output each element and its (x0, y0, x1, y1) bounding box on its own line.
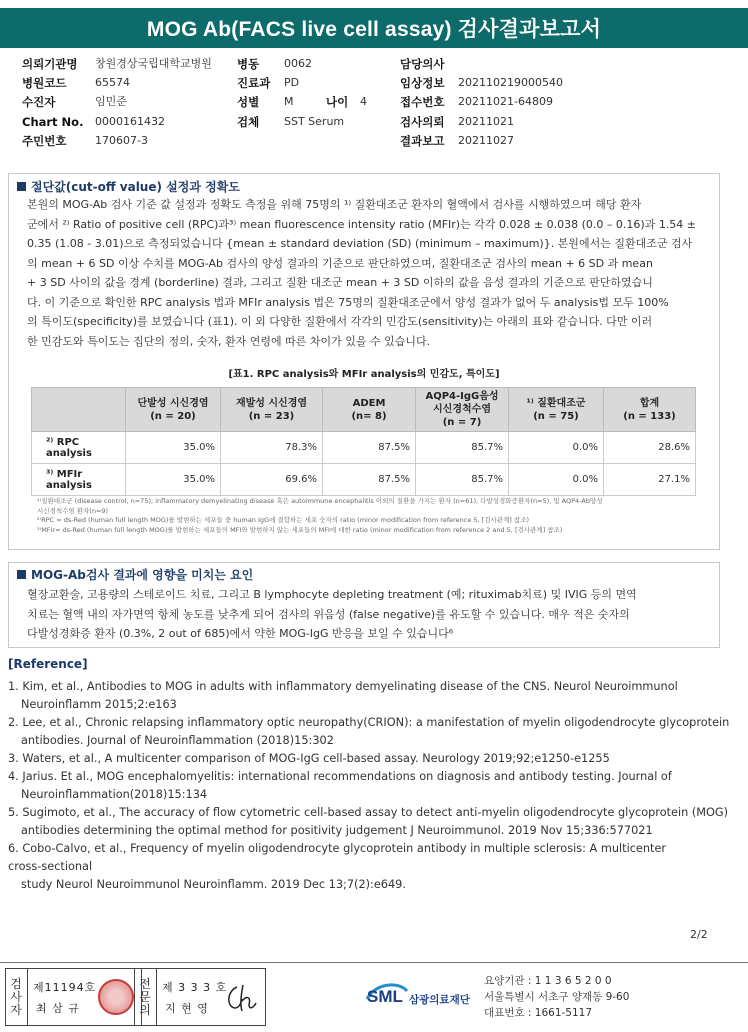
institution-phone: 대표번호 : 1661-5117 (484, 1007, 593, 1019)
table-caption: [표1. RPC analysis와 MFIr analysis의 민감도, 특이도] (228, 369, 500, 380)
factors-section (8, 562, 720, 648)
request-label: 검사의뢰 (400, 115, 445, 129)
table-header: 단발성 시신경염 (n = 20) (126, 388, 221, 432)
receipt-label: 접수번호 (400, 95, 445, 109)
specialist-name: 지 현 영 (165, 1002, 209, 1015)
cutoff-line: + 3 SD 사이의 값을 경계 (borderline) 결과, 그리고 질환 대조군 mean + 3 SD 이하의 값을 음성 결과의 기준으로 판단하였습니 (27, 276, 653, 289)
factors-paragraph (27, 585, 722, 644)
cutoff-line: 의 mean + 6 SD 이상 수치를 MOG-Ab 검사의 양성 결과의 기준으로 판단하였으며, 질환대조군 검사의 mean + 6 SD 과 mean (27, 256, 653, 270)
hospital-code-value: 65574 (95, 76, 130, 89)
doctor-label: 담당의사 (400, 57, 445, 71)
request-value: 20211021 (458, 115, 514, 128)
reference-list (8, 678, 738, 894)
institution-address: 서울특별시 서초구 양재동 9-60 (484, 991, 630, 1003)
cutoff-line: 한 민감도와 특이도는 집단의 정의, 숫자, 환자 연령에 따른 차이가 있을 수 있습니다. (27, 334, 431, 348)
sensitivity-table (31, 387, 696, 496)
cutoff-line: 의 특이도(specificity)를 보였습니다 (표1). 이 외 다양한 질환에서 각각의 민감도(sensitivity)는 아래의 표와 같습니다. 다만 이러 (27, 315, 653, 328)
factors-line: 다발성경화증 환자 (0.3%, 2 out of 685)에서 약한 MOG-IgG 반응을 보일 수 있습니다⁶ (27, 627, 454, 640)
resident-label: 주민번호 (22, 134, 67, 148)
specimen-label: 검체 (237, 115, 260, 129)
clinical-value: 202110219000540 (458, 76, 563, 89)
cutoff-paragraph (27, 195, 722, 351)
institution-code: 요양기관 : 1 1 3 6 5 2 0 0 (484, 975, 612, 987)
report-label: 결과보고 (400, 134, 445, 148)
footnote: ²⁾RPC = ds-Red (human full length MOG)를 발현하는 세포들 중 human IgG에 결합하는 세포 숫자의 ratio (minor modification from reference 5, [검사관계] 참조) (37, 516, 530, 524)
cutoff-line: 본원의 MOG-Ab 검사 기준 값 설정과 정확도 측정을 위해 75명의 ¹⁾ 질환대조군 환자의 혈액에서 검사를 시행하였으며 해당 환자 (27, 198, 642, 211)
specialist-vertical-label: 전 문 의 (139, 977, 151, 1017)
table-header: 재발성 시신경염 (n = 23) (221, 388, 323, 432)
table-cell: 0.0% (509, 432, 604, 464)
cutoff-line: 군에서 ²⁾ Ratio of positive cell (RPC)과³⁾ mean fluorescence intensity ratio (MFIr)는 각각 0.028 ± 0.038 (0.0 – 0.16)과 1.54 ± (27, 217, 697, 231)
reference-item: 1. Kim, et al., Antibodies to MOG in adults with inflammatory demyelinating disease of the CNS. Neurol Neuroimmunol Neuroinflamm 2015;2:e163 (8, 680, 678, 711)
cutoff-section (8, 173, 720, 550)
table-header: ADEM (n= 8) (323, 388, 416, 432)
patient-info (22, 55, 732, 153)
bullet-square-icon (17, 570, 26, 579)
patient-value: 임민준 (95, 95, 127, 108)
table-header-corner (32, 388, 126, 432)
footnote: ¹⁾질환대조군 (disease control, n=75); inflammatory demyelinating disease 혹은 autoimmune encephalitis 이외의 질환을 가지는 환자 (n=61), 다발성경화증환자(n=5), 및 AQP4-Ab양성 (37, 497, 603, 505)
dept-label: 진료과 (237, 76, 271, 90)
examiner-vertical-label: 검 사 자 (10, 977, 22, 1017)
reference-item: 2. Lee, et al., Chronic relapsing inflammatory optic neuropathy(CRION): a manifestation of myelin oligodendrocyte glycoprotein antibodies. Journal of Neuroinflammation (2018)15:302 (8, 716, 730, 747)
patient-label: 수진자 (22, 95, 56, 109)
bullet-square-icon (17, 182, 26, 191)
institution-label: 의뢰기관명 (22, 57, 78, 71)
table-cell: 35.0% (126, 464, 221, 496)
age-label: 나이 (326, 95, 349, 109)
table-cell: 28.6% (604, 432, 696, 464)
red-seal-stamp-icon (98, 979, 134, 1015)
row-label: ³⁾ MFIr analysis (32, 464, 126, 496)
table-footnotes (37, 497, 717, 535)
table-cell: 87.5% (323, 464, 416, 496)
age-value: 4 (360, 95, 367, 108)
reference-item: 4. Jarius. Et al., MOG encephalomyelitis: international recommendations on diagnosis and antibody testing. Journal of Neuroinflammation(2018)15:134 (8, 770, 672, 801)
specimen-value: SST Serum (284, 115, 345, 128)
ward-value: 0062 (284, 57, 312, 70)
institution-value: 창원경상국립대학교병원 (95, 57, 212, 70)
cutoff-heading-text: 절단값(cut-off value) 설정과 정확도 (31, 180, 240, 194)
resident-value: 170607-3 (95, 134, 148, 147)
table-row (32, 464, 696, 496)
factors-heading-text: MOG-Ab검사 결과에 영향을 미치는 요인 (31, 568, 254, 582)
logo-letters: SML (367, 987, 403, 1006)
factors-heading (17, 566, 253, 583)
sml-logo (365, 977, 475, 1017)
page-number: 2/2 (690, 928, 708, 941)
factors-line: 혈장교환술, 고용량의 스테로이드 치료, 그리고 B lymphocyte depleting treatment (예; rituximab치료) 및 IVIG 등의 면역 (27, 588, 637, 601)
examiner-sign-box (5, 968, 142, 1026)
sex-label: 성별 (237, 95, 260, 109)
reference-item: 5. Sugimoto, et al., The accuracy of flow cytometric cell-based assay to detect anti-myelin oligodendrocyte glycoprotein (MOG) antibodies determining the optimal method for positivity judgement J Neuroimmunol. 2019 Nov 15;336:577021 (8, 806, 729, 837)
report-value: 20211027 (458, 134, 514, 147)
institution-info (484, 973, 629, 1021)
table-cell: 35.0% (126, 432, 221, 464)
sex-value: M (284, 95, 294, 108)
chart-value: 0000161432 (95, 115, 165, 128)
table-cell: 69.6% (221, 464, 323, 496)
specialist-sign-box (134, 968, 266, 1026)
table-cell: 85.7% (416, 432, 509, 464)
table-row (32, 432, 696, 464)
logo-name: 삼광의료재단 (409, 994, 470, 1006)
cutoff-line: 다. 이 기준으로 확인한 RPC analysis 법과 MFIr analysis 법은 75명의 질환대조군에서 양성 결과가 없어 두 analysis법 모두 100% (27, 295, 669, 309)
table-cell: 87.5% (323, 432, 416, 464)
reference-item: 6. Cobo-Calvo, et al., Frequency of myelin oligodendrocyte glycoprotein antibody in multiple sclerosis: A multicenter cross-sectional study Neurol Neuroimmunol Neuroinflamm. 2019 Dec 13;7(2):e649. (8, 842, 667, 891)
report-title: MOG Ab(FACS live cell assay) 검사결과보고서 (0, 8, 748, 48)
factors-line: 치료는 혈액 내의 자가면역 항체 농도를 낮추게 되어 검사의 위음성 (false negative)를 유도할 수 있습니다. 매우 적은 숫자의 (27, 607, 630, 621)
table-header: ¹⁾ 질환대조군 (n = 75) (509, 388, 604, 432)
table-cell: 0.0% (509, 464, 604, 496)
hospital-code-label: 병원코드 (22, 76, 67, 90)
table-header: 합계 (n = 133) (604, 388, 696, 432)
specialist-license: 제 3 3 3 호 (162, 981, 228, 994)
table-cell: 27.1% (604, 464, 696, 496)
dept-value: PD (284, 76, 300, 89)
row-label: ²⁾ RPC analysis (32, 432, 126, 464)
cutoff-heading (17, 178, 240, 195)
examiner-name: 최 삼 규 (36, 1002, 80, 1015)
handwritten-signature-icon (223, 981, 259, 1015)
examiner-license: 제11194호 (33, 981, 97, 994)
cutoff-line: 0.35 (1.08 - 3.01)으로 측정되었습니다 {mean ± standard deviation (SD) (minimum – maximum)}. 본원에서는 질환대조군 검사 (27, 237, 693, 250)
footnote: ³⁾MFIr= ds-Red (human full length MOG)를 발현하는 세포들의 MFI와 발현하지 않는 세포들의 MFI에 대한 ratio (minor modification from reference 2 and 5, [검사관계] 참조) (37, 525, 563, 534)
receipt-value: 20211021-64809 (458, 95, 553, 108)
clinical-label: 임상정보 (400, 76, 445, 90)
table-cell: 85.7% (416, 464, 509, 496)
footnote: 시신경척수염 환자(n=9) (37, 506, 109, 515)
table-cell: 78.3% (221, 432, 323, 464)
footer-divider (0, 962, 748, 963)
reference-heading: [Reference] (8, 657, 88, 671)
table-header: AQP4-IgG음성 시신경척수염 (n = 7) (416, 388, 509, 432)
ward-label: 병동 (237, 57, 260, 71)
chart-label: Chart No. (22, 115, 84, 129)
reference-item: 3. Waters, et al., A multicenter comparison of MOG-IgG cell-based assay. Neurology 2019;92;e1250-e1255 (8, 752, 610, 765)
